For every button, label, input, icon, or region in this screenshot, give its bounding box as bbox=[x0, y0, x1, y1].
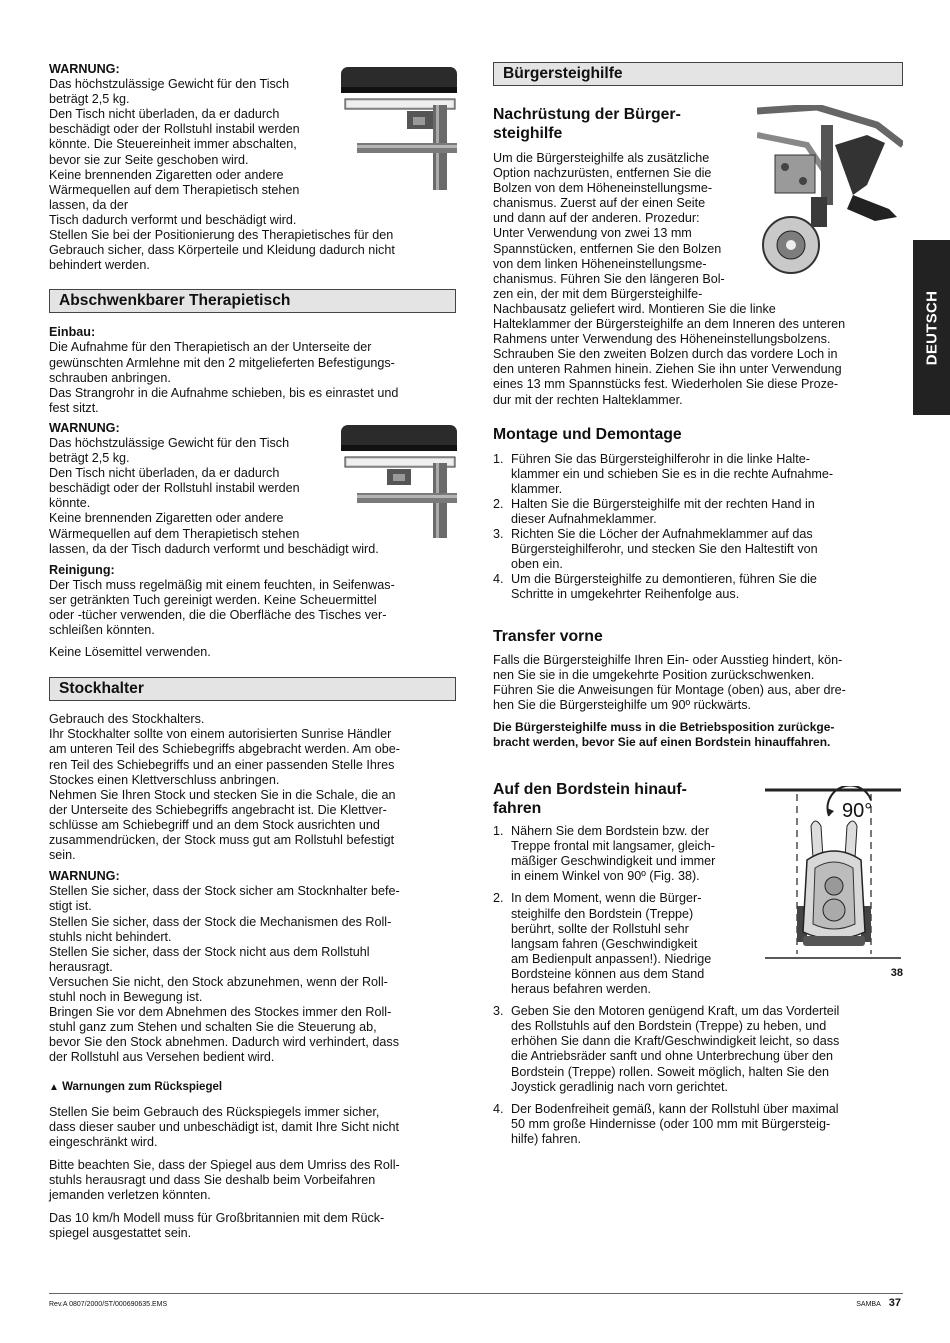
footer-model: SAMBA bbox=[856, 1301, 881, 1308]
list-item: 4. Um die Bürgersteighilfe zu demontieren, führen Sie die Schritte in umgekehrter Reihenfolge aus. bbox=[493, 572, 817, 602]
list-item: 2. In dem Moment, wenn die Bürger- steighilfe den Bordstein (Treppe) berührt, sollte der Rollstuhl sehr langsam fahren (Geschwindigkeit am Bedienpult anpassen!). Niedrige Bordsteine können aus dem Stand heraus befahren werden. bbox=[493, 891, 712, 997]
heading-montage: Montage und Demontage bbox=[493, 425, 682, 443]
footer-page-info bbox=[856, 1296, 901, 1312]
mirror-warning-heading: ▲ Warnungen zum Rückspiegel bbox=[49, 1081, 223, 1094]
list-item: 3. Richten Sie die Löcher der Aufnahmeklammer auf das Bürgersteighilferohr, und stecken Sie den Haltestift von oben ein. bbox=[493, 527, 818, 572]
bordstein-list bbox=[493, 824, 903, 1147]
warning-label-1: WARNUNG: bbox=[49, 62, 120, 76]
warning-text-2: Das höchstzulässige Gewicht für den Tisch beträgt 2,5 kg. Den Tisch nicht überladen, da er dadurch beschädigt oder der Rollstuhl instabil werden könnte. Keine brennenden Zigaretten oder andere Wärmequellen auf dem Therapietisch stehen lassen, da der Tisch dadurch verformt und beschädigt wird. bbox=[49, 435, 379, 556]
page-number: 37 bbox=[888, 1297, 901, 1309]
list-item: 2. Halten Sie die Bürgersteighilfe mit der rechten Hand in dieser Aufnahmeklammer. bbox=[493, 496, 815, 526]
nachruestung-text: Um die Bürgersteighilfe als zusätzliche Option nachzurüsten, entfernen Sie die Bolzen von dem Höheneinstellungsme- chanismus. Zuerst auf der einen Seite und dann auf der anderen. Prozedur: Unter Verwendung von zwei 13 mm Spannstücken, entfernen Sie den Bolzen von dem linken Höheneinstellungsme- chanismus. Führen Sie den längeren Bol- zen ein, der mit dem Bürgersteighilfe- Nachbausatz geliefert wird. Montieren Sie die linke Halteklammer der Bürgersteighilfe an dem Inneren des unteren Rahmens unter Verwendung des Höheneinstellungsbolzens. Schrauben Sie den zweiten Bolzen durch das vordere Loch in den unteren Rahmen hinein. Ziehen Sie ihn unter Verwendung eines 13 mm Spannstücks fest. Wiederholen Sie diese Proze- dur mit der rechten Halteklammer. bbox=[493, 151, 846, 407]
list-item: 1. Nähern Sie dem Bordstein bzw. der Treppe frontal mit langsamer, gleich- mäßiger Geschwindigkeit und immer in einem Winkel von 90º (Fig. 38). bbox=[493, 824, 716, 884]
language-tab: DEUTSCH bbox=[913, 240, 950, 415]
figure-number: 38 bbox=[890, 967, 903, 980]
mirror-paragraph-2: Bitte beachten Sie, dass der Spiegel aus dem Umriss des Roll- stuhls herausragt und dass Sie deshalb beim Vorbeifahren jemanden verletzen könnten. bbox=[49, 1157, 400, 1202]
table-figure-2 bbox=[337, 423, 459, 538]
transfer-note: Die Bürgersteighilfe muss in die Betriebsposition zurückge- bracht werden, bevor Sie auf einen Bordstein hinauffahren. bbox=[493, 719, 835, 749]
einbau-text: Die Aufnahme für den Therapietisch an der Unterseite der gewünschten Armlehne mit den 2 mitgelieferten Befestigungs- schrauben anbringen. Das Strangrohr in die Aufnahme schieben, bis es einrastet und fest sitzt. bbox=[49, 340, 399, 415]
einbau-label: Einbau: bbox=[49, 325, 96, 340]
curb-climber-figure bbox=[757, 105, 903, 277]
section-header-stockhalter: Stockhalter bbox=[49, 677, 456, 701]
section-header-therapietisch: Abschwenkbarer Therapietisch bbox=[49, 289, 456, 313]
list-item: 1. Führen Sie das Bürgersteighilferohr in die linke Halte- klammer ein und schieben Sie es in die rechte Aufnahme- klammer. bbox=[493, 451, 834, 496]
warning-text-3: Stellen Sie sicher, dass der Stock sicher am Stocknhalter befe- stigt ist. Stellen Sie sicher, dass der Stock die Mechanismen des Roll- stuhls nicht behindert. Stellen Sie sicher, dass der Stock nicht aus dem Rollstuhl herausragt. Versuchen Sie nicht, den Stock abzunehmen, wenn der Roll- stuhl noch in Bewegung ist. Bringen Sie vor dem Abnehmen des Stockes immer den Roll- stuhl ganz zum Stehen und schalten Sie die Steuerung ab, bevor Sie den Stock abnehmen. Dadurch wird verhindert, dass der Rollstuhl aus Versehen bedient wird. bbox=[49, 884, 400, 1065]
table-figure-1 bbox=[337, 65, 459, 190]
reinigung-text: Der Tisch muss regelmäßig mit einem feuchten, in Seifenwas- ser getränkten Tuch gereinigt werden. Keine Scheuermittel oder -tücher verwenden, die die Oberfläche des Tisches ver- schleißen könnten. bbox=[49, 577, 395, 638]
warning-label-3: WARNUNG: bbox=[49, 869, 120, 884]
mirror-paragraph-3: Das 10 km/h Modell muss für Großbritannien mit dem Rück- spiegel ausgestattet sein. bbox=[49, 1211, 385, 1241]
mirror-paragraph-1: Stellen Sie beim Gebrauch des Rückspiegels immer sicher, dass dieser sauber und unbeschädigt ist, damit Ihre Sicht nicht eingeschränkt wird. bbox=[49, 1104, 400, 1149]
list-item: 4. Der Bodenfreiheit gemäß, kann der Rollstuhl über maximal 50 mm große Hindernisse (oder 100 mm mit Bürgersteig- hilfe) fahren. bbox=[493, 1101, 839, 1146]
warning-triangle-icon: ▲ bbox=[49, 1082, 59, 1094]
section-header-buergersteighilfe: Bürgersteighilfe bbox=[493, 62, 903, 86]
footer-revision: Rev.A 0807/2000/ST/000690635.EMS bbox=[49, 1301, 168, 1308]
heading-transfer: Transfer vorne bbox=[493, 627, 603, 645]
warning-label-2: WARNUNG: bbox=[49, 420, 120, 435]
list-item: 3. Geben Sie den Motoren genügend Kraft, um das Vorderteil des Rollstuhls auf den Bordstein (Treppe) zu heben, und erhöhen Sie dann die Kraft/Geschwindigkeit leicht, so dass die Antriebsräder sanft und ohne Unterbrechung über den Bordstein (Treppe) rollen. Soweit möglich, halten Sie den Joystick geradlinig nach vorn gerichtet. bbox=[493, 1004, 840, 1094]
angle-label: 90° bbox=[842, 800, 873, 823]
warning-text-1: Das höchstzulässige Gewicht für den Tisch beträgt 2,5 kg. Den Tisch nicht überladen, da er dadurch beschädigt oder der Rollstuhl instabil werden könnte. Die Steuereinheit immer abschalten, bevor sie zur Seite geschoben wird. Keine brennenden Zigaretten oder andere Wärmequellen auf dem Therapietisch stehen lassen, da der Tisch dadurch verformt und beschädigt wird. Stellen Sie bei der Positionierung des Therapietisches für den Gebrauch sicher, dass Körperteile und Kleidung dadurch nicht behindert werden. bbox=[49, 77, 395, 273]
left-column bbox=[49, 62, 459, 1241]
footer-divider bbox=[49, 1293, 903, 1294]
heading-bordstein: Auf den Bordstein hinauf- fahren bbox=[493, 781, 687, 818]
transfer-text: Falls die Bürgersteighilfe Ihren Ein- oder Ausstieg hindert, kön- nen Sie sie in die umgekehrte Position zurückschwenken. Führen Sie die Anweisungen für Montage (oben) aus, aber dre- hen Sie die Bürgersteighilfe um 90º rückwärts. bbox=[493, 652, 846, 712]
heading-nachruestung: Nachrüstung der Bürger- steighilfe bbox=[493, 106, 681, 142]
stockhalter-text: Gebrauch des Stockhalters. Ihr Stockhalter sollte von einem autorisierten Sunrise Händler am unteren Teil des Schiebegriffs abgebracht werden. Am obe- ren Teil des Schiebegriffs und an einer passenden Stelle Ihres Stockes einen Klettverschluss anbringen. Nehmen Sie Ihren Stock und stecken Sie in die Schale, die an der Unterseite des Schiebegriffs angebracht ist. Die Klettver- schlüsse am Schiebegriff und an dem Stock ausrichten und zusammendrücken, der Stock muss gut am Rollstuhl befestigt sein. bbox=[49, 712, 400, 863]
montage-list bbox=[493, 452, 903, 603]
right-column bbox=[493, 62, 903, 1147]
reinigung-label: Reinigung: bbox=[49, 562, 115, 577]
keine-loesemittel: Keine Lösemittel verwenden. bbox=[49, 645, 211, 660]
